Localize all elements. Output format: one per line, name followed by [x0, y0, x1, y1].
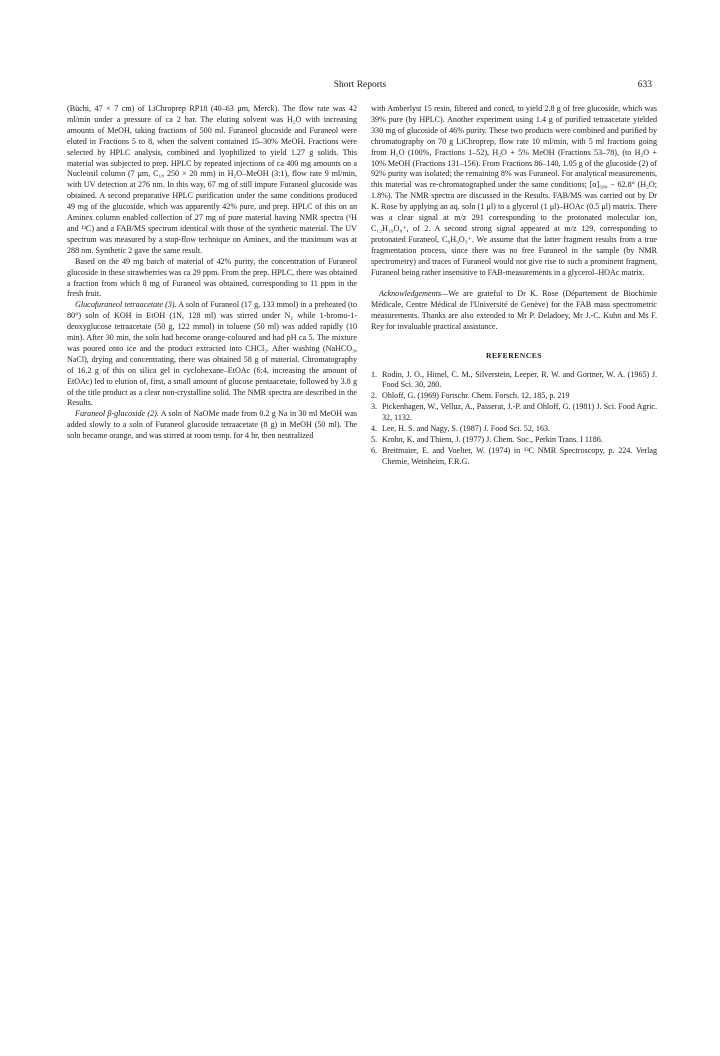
paragraph [67, 300, 357, 409]
paragraph: Based on the 49 mg batch of material of 42% purity, the concentration of Furaneol glucoside in these strawberries was ca 29 ppm. From the prep. HPLC, there was obtained a fraction from which 8 mg of Furaneol was obtained, corresponding to 11 ppm in the fresh fruit. [67, 256, 357, 299]
reference-text: Ohloff, G. (1969) Fortschr. Chem. Forsch. 12, 185, p. 219 [382, 391, 570, 401]
reference-text: Rodin, J. O., Himel, C. M., Silverstein, Leeper, R. W. and Gortner, W. A. (1965) J. Food Sci. 30, 280. [382, 369, 657, 390]
paragraph: (Büchi, 47 × 7 cm) of LiChroprep RP18 (40–63 μm, Merck). The flow rate was 42 ml/min under a pressure of ca 2 bar. The eluting solvent was H₂O with increasing amounts of MeOH, taking fractions of 500 ml. Furaneol glucoside and Furaneol were eluted in Fractions 5 to 8, when the solvent contained 15–30% MeOH. Fractions were selected by HPLC analysis, combined and lyophilized to yield 1.27 g solids. This material was subjected to prep. HPLC by repeated injections of ca 400 mg amounts on a Nucleosil column (7 μm, C₁₈ 250 × 20 mm) in H₂O–MeOH (3:1), flow rate 9 ml/min, with UV detection at 276 nm. In this way, 67 mg of still impure Furaneol glucoside was obtained. A second preparative HPLC purification under the same conditions produced 49 mg of the glucoside, which was apparently 42% pure, and prep. HPLC of this on an Aminex column enabled collection of 27 mg of pure material having NMR spectra (¹H and ¹³C) and a FAB/MS spectrum identical with those of the synthetic material. The UV spectrum was measured by a stop-flow technique on Aminex, and the maximum was at 288 nm. Synthetic 2 gave the same result. [67, 104, 357, 255]
reference-number: 4. [371, 424, 378, 434]
acknowledgements-title: Acknowledgements— [379, 289, 449, 298]
acknowledgements [371, 289, 657, 333]
section-title: Furaneol β-glucoside (2). [75, 409, 159, 419]
reference-number: 1. [371, 369, 378, 379]
paragraph: with Amberlyst 15 resin, filtered and concd, to yield 2.8 g of free glucoside, which was 39% pure (by HPLC). Another experiment using 1.4 g of purified tetraacetate yielded 330 mg of glucoside of 46% purity. These two products were combined and purified by chromatography on 70 g LiChroprep, flow rate 10 ml/min, with 5 ml fractions going from H₂O (100%, Fractions 1–52), H₂O + 5% MeOH (Fractions 53–78), (to H₂O + 10% MeOH (Fractions 131–156). From Fractions 86–140, 1.05 g of the glucoside (2) of 92% purity was isolated; the remaining 8% was Furaneol. For analytical measurements, this material was re-chromatographed under the same conditions; [α]₅₈₉ − 62.8° (H₂O; 1.8%). The NMR spectra are discussed in the Results. FAB/MS was carried out by Dr K. Rose by applying an aq. soln (1 μl) to a glycerol (1 μl)–HOAc (0.5 μl) matrix. There was a clear signal at m/z 291 corresponding to the protonated molecular ion, C₁₂H₁₉O₈⁺, of 2. A second strong signal appeared at m/z 129, corresponding to protonated Furaneol, C₆H₉O₃⁺. We assume that the latter fragment results from a true fragmentation process, since there was no free Furaneol in the sample (by NMR spectrometry) and traces of Furaneol would not give rise to such a prominent fragment, Furaneol being rather insensitive to FAB-measurements in a glycerol–HOAc matrix. [371, 104, 657, 277]
reference-text: Pickenhagen, W., Velluz, A., Passerat, J.-P. and Ohloff, G. (1981) J. Sci. Food Agric. 32, 1132. [382, 402, 657, 423]
paragraph-text: A soln of Furaneol (17 g, 133 mmol) in a preheated (to 80°) soln of KOH in EtOH (1N, 128 ml) was stirred under N₂ while 1-bromo-1-deoxyglucose tetraacetate (50 g, 122 mmol) in toluene (50 ml) was added rapidly (10 min). After 30 min, the soln had become orange-coloured and had pH ca 5. The mixture was poured onto ice and the product extracted into CHCl₃. After washing (NaHCO₃, NaCl), drying and concentrating, there was obtained 58 g of material. Chromatography of 16.2 g of this on silica gel in cyclohexane–EtOAc (6:4, increasing the amount of EtOAc) led to elution of, first, a small amount of glucose pentaacetate, followed by 3.8 g of the title product as a clear non-crystalline solid. The NMR spectra are described in the Results. [67, 300, 358, 408]
reference-item [371, 370, 657, 392]
reference-number: 2. [371, 391, 378, 401]
reference-list [371, 370, 657, 468]
reference-item [371, 402, 657, 424]
section-title: Glucofuraneol tetraacetate (3). [75, 300, 177, 310]
paragraph [67, 409, 357, 442]
reference-number: 3. [371, 402, 378, 412]
paragraph-text: A soln of NaOMe made from 0.2 g Na in 30 ml MeOH was added slowly to a soln of Furaneol glucoside tetraacetate (8 g) in MeOH (50 ml). The soln became orange, and was stirred at room temp. for 4 hr, then neutralized [67, 409, 357, 441]
reference-item [371, 446, 657, 468]
running-title: Short Reports [333, 80, 387, 90]
references-heading: REFERENCES [485, 350, 543, 360]
reference-text: Breitmaier, E. and Voelter, W. (1974) in ¹³C NMR Spectroscopy, p. 224. Verlag Chemie, Weinheim, F.R.G. [382, 445, 657, 466]
reference-item [371, 424, 657, 435]
reference-number: 5. [371, 434, 378, 444]
page-number: 633 [637, 80, 652, 90]
reference-text: Krohn, K. and Thiem, J. (1977) J. Chem. Soc., Perkin Trans. I 1186. [382, 434, 603, 444]
page-header [0, 80, 720, 94]
acknowledgements-text: We are grateful to Dr K. Rose (Département de Biochimie Médicale, Centre Médical de l'Université de Genève) for the FAB mass spectrometric measurements. Thanks are also extended to Mr P. Deladoey, Mr J.-C. Kuhn and Ms F. Rey for invaluable practical assistance. [371, 289, 657, 331]
right-column [371, 104, 657, 468]
left-column [67, 104, 357, 442]
reference-item [371, 391, 657, 402]
reference-item [371, 435, 657, 446]
reference-number: 6. [371, 445, 378, 455]
reference-text: Lee, H. S. and Nagy, S. (1987) J. Food Sci. 52, 163. [382, 424, 551, 434]
